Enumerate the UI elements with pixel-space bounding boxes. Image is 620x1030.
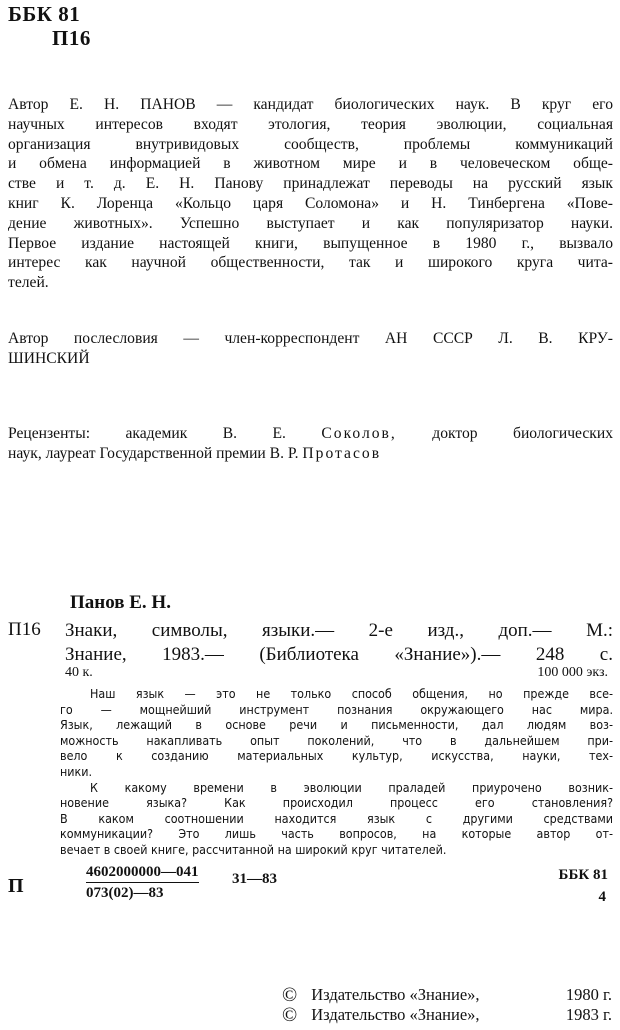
- text-line: Автор послесловия — член-корреспондент АН СССР Л. В. КРУ-: [8, 330, 613, 347]
- text-line: и обмена информацией в животном мире и в человеческом обще-: [8, 155, 613, 173]
- catalog-author: Панов Е. Н.: [70, 592, 171, 613]
- copyright-year: 1980 г.: [565, 985, 612, 1004]
- afterword-credit: [8, 329, 613, 369]
- text-line: дение животных». Успешно выступает и как популяризатор науки.: [8, 214, 613, 232]
- reviewer-name: Соколов,: [321, 425, 397, 442]
- text-line: книг К. Лоренца «Кольцо царя Соломона» и Н. Тинбергена «Пове-: [8, 194, 613, 212]
- text-line: можность накапливать опыт поколений, что в дальнейшем при-: [60, 732, 613, 748]
- copyright-row: [282, 1005, 612, 1025]
- text-line: Первое издание настоящей книги, выпущенное в 1980 г., вызвало: [8, 234, 613, 252]
- text-line: ники.: [60, 763, 93, 779]
- reviewers-prefix: наук, лауреат Государственной премии В. Р.: [8, 444, 299, 462]
- text-line: интерес как научной общественности, так и широкого круга чита-: [8, 254, 613, 272]
- text-line: телей.: [8, 274, 49, 292]
- text-line: Наш язык — это не только способ общения, но прежде все-: [90, 686, 613, 701]
- price: 40 к.: [65, 665, 93, 680]
- reviewers-prefix: Рецензенты: академик В. Е.: [8, 425, 286, 442]
- catalog-index: П16: [8, 619, 41, 640]
- text-line: го — мощнейший инструмент познания окружающего нас мира.: [60, 701, 613, 717]
- text-line: [8, 424, 613, 444]
- text-line: Автор Е. Н. ПАНОВ — кандидат биологических наук. В круг его: [8, 96, 613, 113]
- code-numerator: 4602000000—041: [86, 864, 199, 883]
- copyright-icon: ©: [282, 1004, 298, 1026]
- copyright-year: 1983 г.: [565, 1005, 612, 1024]
- bbk-code: ББК 81: [558, 867, 608, 883]
- text-line: научных интересов входят этология, теория эволюции, социальная: [8, 115, 613, 133]
- about-author-paragraph: [8, 95, 613, 293]
- code-denominator: 073(02)—83: [86, 885, 164, 901]
- text-line: В каком соотношении находится язык с другими средствами: [60, 810, 613, 826]
- text-line: ШИНСКИЙ: [8, 349, 90, 367]
- code-letter: П: [8, 875, 24, 897]
- bbk-code: ББК 81: [8, 2, 81, 26]
- copyright-block: [282, 985, 612, 1025]
- text-line: вечает в своей книге, рассчитанной на широкий круг читателей.: [60, 841, 447, 857]
- text-line: вело к созданию материальных культур, искусства, науки, тех-: [60, 748, 613, 764]
- text-line: стве и т. д. Е. Н. Панову принадлежат переводы на русский язык: [8, 175, 613, 193]
- publishing-code-fraction: [86, 864, 199, 902]
- code-suffix: 31—83: [232, 871, 277, 887]
- copyright-holder: Издательство «Знание»,: [311, 1005, 480, 1024]
- copyright-icon: ©: [282, 984, 298, 1006]
- reviewers-suffix: доктор биологических: [432, 425, 613, 442]
- annotation: [60, 686, 613, 858]
- text-line: [8, 444, 613, 464]
- reviewer-name: Протасов: [302, 444, 382, 462]
- bibliographic-description: [65, 619, 613, 667]
- copyright-holder: Издательство «Знание»,: [311, 985, 480, 1004]
- bib-line: Знаки, символы, языки.— 2-е изд., доп.— М.:: [65, 620, 613, 641]
- text-line: организация внутривидовых сообществ, проблемы коммуникаций: [8, 135, 613, 153]
- reviewers-credit: [8, 424, 613, 464]
- text-line: Язык, лежащий в основе речи и письменности, дал людям воз-: [60, 717, 613, 733]
- text-line: новение языка? Как происходил процесс его становления?: [60, 795, 613, 811]
- bib-line: Знание, 1983.— (Библиотека «Знание»).— 248 с.: [65, 644, 613, 665]
- bbk-bottom: [559, 864, 608, 908]
- copyright-row: [282, 985, 612, 1005]
- author-index: П16: [52, 26, 91, 50]
- print-run: 100 000 экз.: [537, 665, 608, 680]
- text-line: К какому времени в эволюции праладей приурочено возник-: [90, 779, 613, 795]
- bbk-subcode: 4: [598, 889, 606, 905]
- text-line: коммуникации? Это лишь часть вопросов, на которые автор от-: [60, 826, 613, 842]
- classification-header: [8, 2, 91, 50]
